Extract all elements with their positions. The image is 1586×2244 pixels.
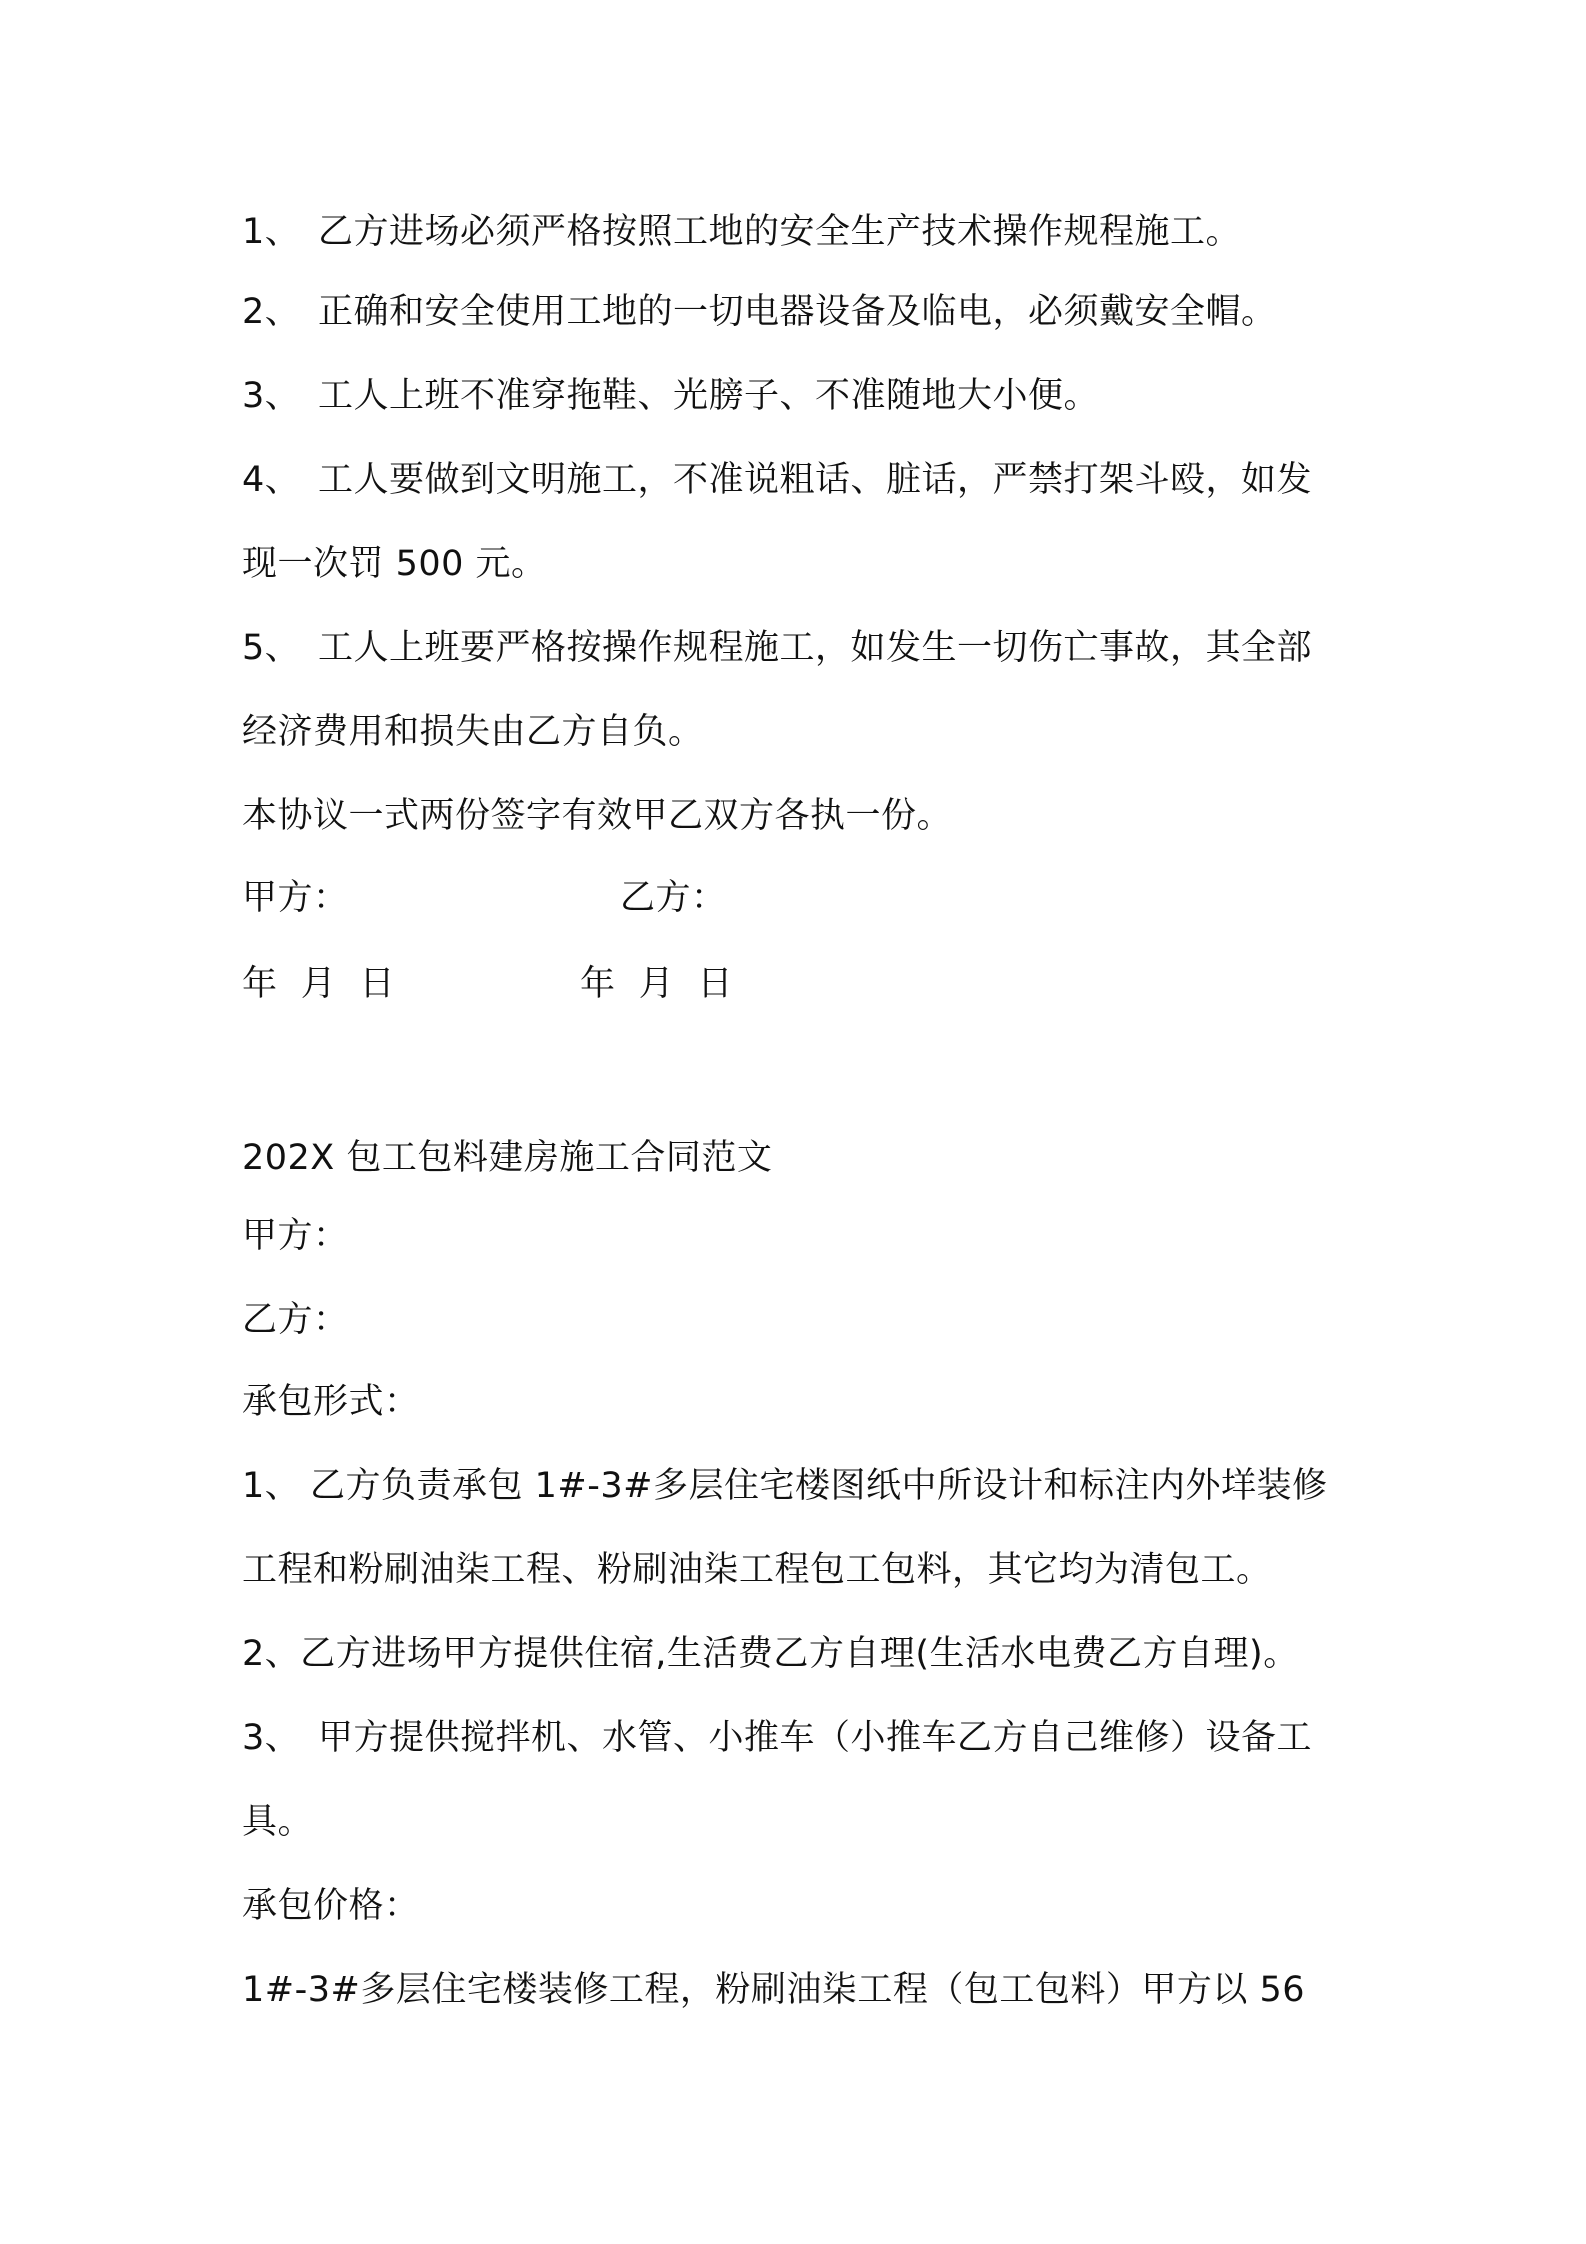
contract-party-a: 甲方：	[242, 1216, 349, 1256]
contract-item-3-continued: 具。	[242, 1802, 314, 1842]
contract-item-1-continued: 工程和粉刷油柒工程、粉刷油柒工程包工包料，其它均为清包工。	[242, 1550, 1272, 1590]
agreement-note: 本协议一式两份签字有效甲乙双方各执一份。	[242, 796, 953, 836]
contract-item-1	[242, 1464, 1362, 1508]
rule-number: 5、	[242, 628, 301, 668]
party-a-signature: 甲方：	[242, 878, 349, 918]
rule-4-continued: 现一次罚 500 元。	[242, 544, 547, 584]
contract-item-2: 2、乙方进场甲方提供住宿,生活费乙方自理(生活水电费乙方自理)。	[242, 1634, 1299, 1674]
rule-text: 工人要做到文明施工，不准说粗话、脏话，严禁打架斗殴，如发	[318, 460, 1313, 500]
party-a-date: 年 月 日	[242, 964, 396, 1004]
item-text: 甲方提供搅拌机、水管、小推车（小推车乙方自己维修）设备工	[318, 1718, 1313, 1758]
contract-title: 202X 包工包料建房施工合同范文	[242, 1138, 773, 1178]
party-b-signature: 乙方：	[620, 878, 727, 918]
rule-text: 正确和安全使用工地的一切电器设备及临电，必须戴安全帽。	[318, 292, 1277, 332]
rule-text: 工人上班不准穿拖鞋、光膀子、不准随地大小便。	[318, 376, 1100, 416]
rule-5	[242, 626, 1362, 670]
item-text: 乙方负责承包 1#-3#多层住宅楼图纸中所设计和标注内外垟装修	[310, 1466, 1328, 1506]
rule-5-continued: 经济费用和损失由乙方自负。	[242, 712, 704, 752]
contract-party-b: 乙方：	[242, 1300, 349, 1340]
date-row	[242, 962, 1362, 1006]
contract-item-3	[242, 1716, 1362, 1760]
rule-number: 3、	[242, 376, 301, 416]
item-number: 3、	[242, 1718, 301, 1758]
party-b-date: 年 月 日	[580, 964, 734, 1004]
price-text: 1#-3#多层住宅楼装修工程，粉刷油柒工程（包工包料）甲方以 56	[242, 1970, 1305, 2010]
rule-text: 工人上班要严格按操作规程施工，如发生一切伤亡事故，其全部	[318, 628, 1313, 668]
signature-row	[242, 876, 1362, 920]
rule-4	[242, 458, 1362, 502]
rule-2	[242, 290, 1362, 334]
price-heading: 承包价格：	[242, 1886, 420, 1926]
rule-3	[242, 374, 1362, 418]
rule-number: 4、	[242, 460, 301, 500]
rule-1	[242, 210, 1362, 254]
rule-number: 2、	[242, 292, 301, 332]
rule-text: 乙方进场必须严格按照工地的安全生产技术操作规程施工。	[318, 212, 1242, 252]
item-number: 1、	[242, 1466, 301, 1506]
form-heading: 承包形式：	[242, 1382, 420, 1422]
rule-number: 1、	[242, 212, 301, 252]
